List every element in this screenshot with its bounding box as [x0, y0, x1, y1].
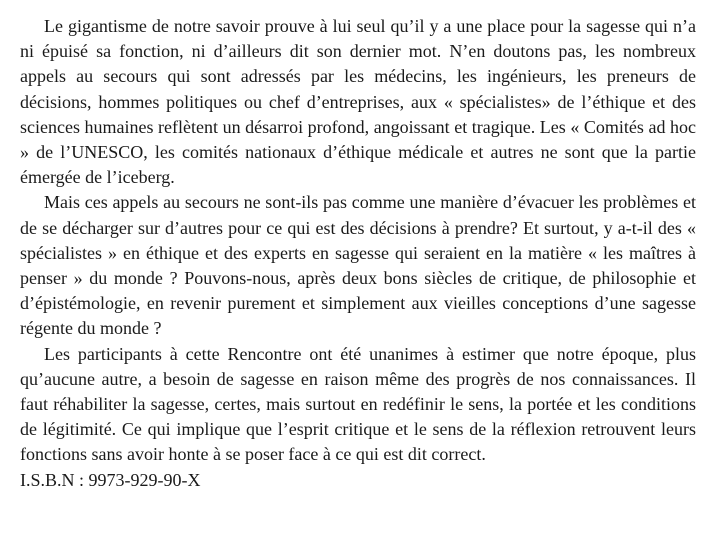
paragraph-1: Le gigantisme de notre savoir prouve à lui seul qu’il y a une place pour la sagesse qui n’a ni épuisé sa fonction, ni d’ailleurs dit son dernier mot. N’en doutons pas, les nombreux appels au secours qui sont adressés par les médecins, les ingénieurs, les preneurs de décisions, hommes politiques ou chef d’entreprises, aux « spécialistes» de l’éthique et des sciences humaines reflètent un désarroi profond, angoissant et tragique. Les « Comités ad hoc » de l’UNESCO, les comités nationaux d’éthique médicale et autres ne sont que la partie émergée de l’iceberg.: [20, 16, 696, 188]
paragraph-2: Mais ces appels au secours ne sont-ils pas comme une manière d’évacuer les problèmes et de se décharger sur d’autres pour ce qui est des décisions à prendre? Et surtout, y a-t-il des « spécialistes » en éthique et des experts en sagesse qui seraient en la matière « les maîtres à penser » du monde ? Pouvons-nous, après deux bons siècles de critique, de philosophie et d’épistémologie, en revenir purement et simplement aux vieilles conceptions d’une sagesse régente du monde ?: [20, 192, 696, 339]
paragraph-3: Les participants à cette Rencontre ont été unanimes à estimer que notre époque, plus qu’aucune autre, a besoin de sagesse en raison même des progrès de nos connaissances. Il faut réhabiliter la sagesse, certes, mais surtout en redéfinir le sens, la portée et les conditions de légitimité. Ce qui implique que l’esprit critique et le sens de la réflexion retrouvent leurs fonctions sans avoir honte à se poser face à ce qui est dit correct.: [20, 343, 696, 465]
document-page: [20, 14, 696, 493]
isbn-line: I.S.B.N : 9973-929-90-X: [20, 469, 201, 490]
